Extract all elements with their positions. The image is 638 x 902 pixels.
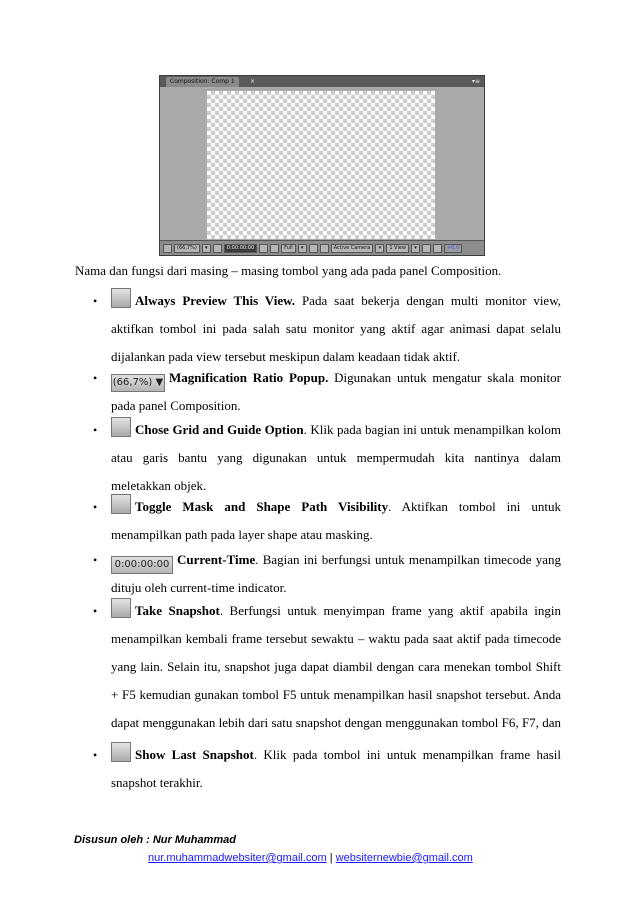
close-icon[interactable]: × [250,78,256,85]
footer-separator: | [326,852,336,864]
magnification-icon: (66,7%) ▼ [111,374,165,392]
list-item [93,493,562,549]
item-description: . Klik pada bagian ini untuk menampilkan kolom atau garis bantu yang digunakan untuk mempermudah kita nantinya dalam meletakkan objek. [111,422,561,493]
item-label: Toggle Mask and Shape Path Visibility [135,499,389,514]
bullet: • [93,748,98,762]
magnification-dropdown[interactable]: (66,7%) [174,244,200,253]
list-item [93,364,561,420]
item-label: Magnification Ratio Popup. [169,370,329,385]
list-item [93,287,562,371]
item-description: . Bagian ini berfungsi untuk menampilkan timecode yang dituju oleh current-time indicator. [111,552,561,595]
footer-contact [148,852,473,864]
timecode-icon: 0:00:00:00 [111,556,173,574]
resolution-arrow-icon[interactable]: ▾ [298,244,307,253]
bullet: • [93,553,98,567]
item-label: Take Snapshot [135,603,220,618]
email-link-2[interactable]: websiternewbie@gmail.com [335,852,473,864]
bullet: • [93,500,98,514]
grid-guide-icon [111,417,131,437]
exposure-value[interactable]: +0,0 [444,244,462,253]
grid-button[interactable] [213,244,222,253]
mask-path-icon [111,494,131,514]
list-item [93,741,561,797]
list-item [93,597,561,765]
magnification-arrow-icon[interactable]: ▾ [202,244,211,253]
timecode-field[interactable]: 0:00:00:00 [224,244,257,253]
bullet: • [93,371,98,385]
snapshot-button[interactable] [259,244,268,253]
transparency-grid-button[interactable] [320,244,329,253]
bullet: • [93,294,98,308]
region-of-interest-button[interactable] [309,244,318,253]
flowchart-button[interactable] [422,244,431,253]
resolution-dropdown[interactable]: Full [281,244,296,253]
item-label: Chose Grid and Guide Option [135,422,304,437]
camera-view-dropdown[interactable]: Active Camera [331,244,374,253]
camera-icon [111,598,131,618]
item-description: . Klik pada tombol ini untuk menampilkan frame hasil snapshot terakhir. [111,747,561,790]
view-layout-arrow-icon[interactable]: ▾ [411,244,420,253]
footer-author: Disusun oleh : Nur Muhammad [74,834,236,846]
item-description: . Berfungsi untuk menyimpan frame yang aktif apabila ingin menampilkan kembali frame tersebut sewaktu – waktu pada saat aktif pada timecode yang lain. Selain itu, snapshot juga dapat diambil dengan cara menekan tombol Shift + F5 kemudian gunakan tombol F5 untuk menampilkan hasil snapshot tersebut. Anda dapat menggunakan lebih dari satu snapshot dengan menggunakan tombol F6, F7, dan [111,603,561,730]
item-label: Current-Time [177,552,256,567]
show-snapshot-button[interactable] [270,244,279,253]
item-label: Always Preview This View. [135,293,296,308]
list-item [93,416,561,500]
transparent-canvas [207,91,435,239]
panel-menu-icon[interactable]: ▾≡ [471,78,480,85]
bullet: • [93,423,98,437]
composition-panel-screenshot [159,75,485,256]
composition-viewer [160,87,484,240]
item-description: Digunakan untuk mengatur skala monitor pada panel Composition. [111,370,561,413]
view-layout-dropdown[interactable]: 1 View [386,244,409,253]
preview-toggle-button[interactable] [163,244,172,253]
item-label: Show Last Snapshot [135,747,254,762]
camera-view-arrow-icon[interactable]: ▾ [375,244,384,253]
item-description: Pada saat bekerja dengan multi monitor view, aktifkan tombol ini pada salah satu monitor yang aktif agar animasi dapat selalu dijalankan pada view tersebut meskipun dalam keadaan tidak aktif. [111,293,562,364]
item-description: . Aktifkan tombol ini untuk menampilkan path pada layer shape atau masking. [111,499,562,542]
bullet: • [93,604,98,618]
list-item [93,546,561,602]
preview-icon [111,288,131,308]
email-link-1[interactable]: nur.muhammadwebsiter@gmail.com [148,852,327,864]
person-icon [111,742,131,762]
composition-toolbar [160,240,484,255]
composition-tab[interactable]: Composition: Comp 1 [166,77,239,87]
intro-text: Nama dan fungsi dari masing – masing tombol yang ada pada panel Composition. [75,263,502,278]
fast-preview-button[interactable] [433,244,442,253]
